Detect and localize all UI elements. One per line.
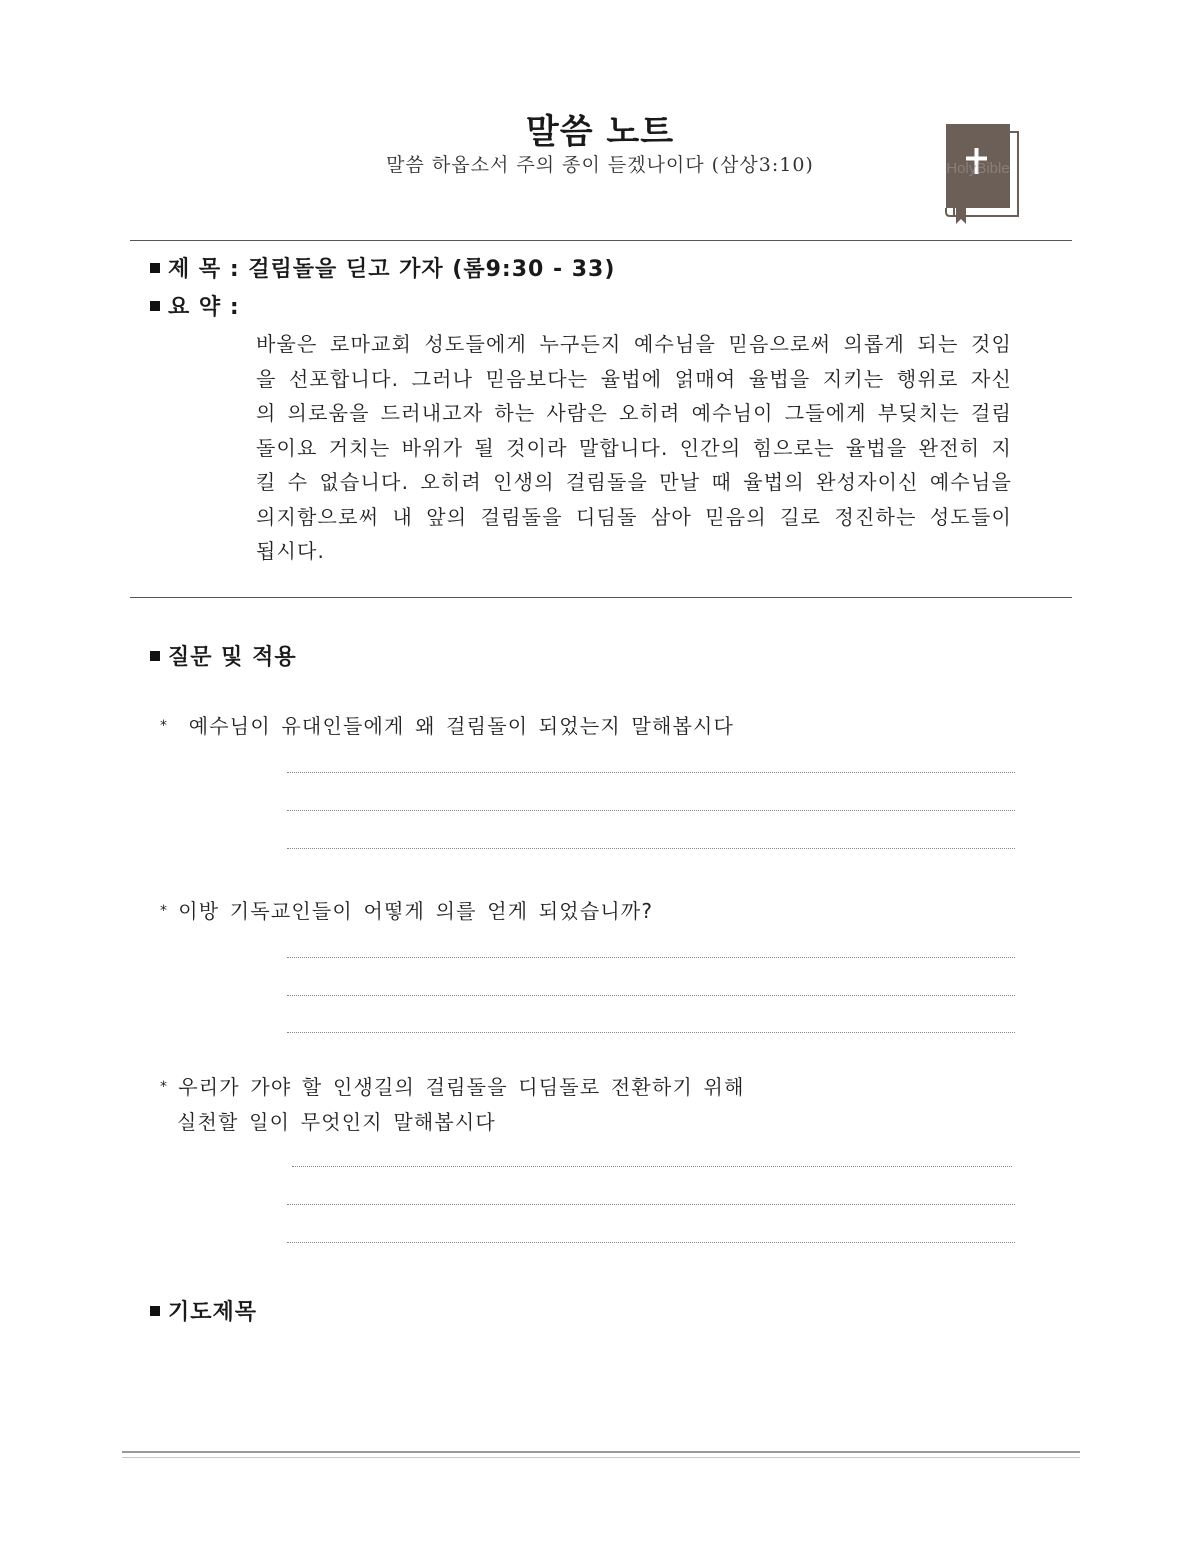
- header-divider: [130, 240, 1072, 241]
- page-title: 말씀 노트: [525, 112, 675, 152]
- answer-line[interactable]: [287, 1204, 1015, 1205]
- question-3-text-line1: 우리가 가야 할 인생길의 걸림돌을 디딤돌로 전환하기 위해: [178, 1075, 745, 1099]
- summary-text: 바울은 로마교회 성도들에게 누구든지 예수님을 믿음으로써 의롭게 되는 것임을 선포합니다. 그러나 믿음보다는 율법에 얽매여 율법을 지키는 행위로 자신의 의로움을 드러내고자 하는 사람은 오히려 예수님이 그들에게 부딪치는 걸림돌이요 거치는 바위가 될 것이라 말합니다. 인간의 힘으로는 율법을 완전히 지킬 수 없습니다. 오히려 인생의 걸림돌을 만날 때 율법의 완성자이신 예수님을 의지함으로써 내 앞의 걸림돌을 디딤돌 삼아 믿음의 길로 정진하는 성도들이 됩시다.: [256, 332, 1012, 563]
- question-1-text: 예수님이 유대인들에게 왜 걸림돌이 되었는지 말해봅시다: [178, 714, 735, 738]
- summary-heading: [150, 290, 240, 321]
- answer-line[interactable]: [287, 848, 1015, 849]
- bullet-square-icon: [150, 651, 160, 661]
- prayer-heading-label: 기도제목: [168, 1300, 258, 1325]
- footer-divider: [122, 1451, 1080, 1458]
- question-3: [160, 1070, 745, 1140]
- question-2-text: 이방 기독교인들이 어떻게 의를 얻게 되었습니까?: [178, 899, 654, 923]
- bullet-square-icon: [150, 1306, 160, 1316]
- answer-line[interactable]: [287, 1242, 1015, 1243]
- prayer-heading: [150, 1295, 257, 1326]
- title-value: 걸림돌을 딛고 가자 (롬9:30 - 33): [248, 257, 616, 282]
- question-3-text-line2: 실천할 일이 무엇인지 말해봅시다: [177, 1110, 496, 1134]
- bible-icon-text: HolyBible: [946, 160, 1010, 177]
- answer-line[interactable]: [287, 772, 1015, 773]
- answer-line[interactable]: [287, 957, 1015, 958]
- sermon-title: [150, 252, 615, 283]
- question-2: [160, 894, 653, 929]
- bullet-square-icon: [150, 301, 160, 311]
- question-1: [160, 709, 734, 744]
- star-icon: *: [160, 718, 169, 734]
- answer-line[interactable]: [287, 810, 1015, 811]
- star-icon: *: [160, 903, 169, 919]
- answer-line[interactable]: [287, 1032, 1015, 1033]
- star-icon: *: [160, 1079, 169, 1095]
- summary-label: 요 약 :: [168, 295, 240, 320]
- title-label: 제 목 :: [168, 257, 249, 282]
- questions-heading-label: 질문 및 적용: [168, 645, 297, 670]
- summary-divider: [130, 597, 1072, 598]
- bullet-square-icon: [150, 263, 160, 273]
- page-subtitle: 말씀 하옵소서 주의 종이 듣겠나이다 (삼상3:10): [386, 154, 814, 176]
- answer-line[interactable]: [292, 1166, 1012, 1167]
- bible-icon: [940, 120, 1022, 226]
- answer-line[interactable]: [287, 995, 1015, 996]
- questions-heading: [150, 640, 297, 671]
